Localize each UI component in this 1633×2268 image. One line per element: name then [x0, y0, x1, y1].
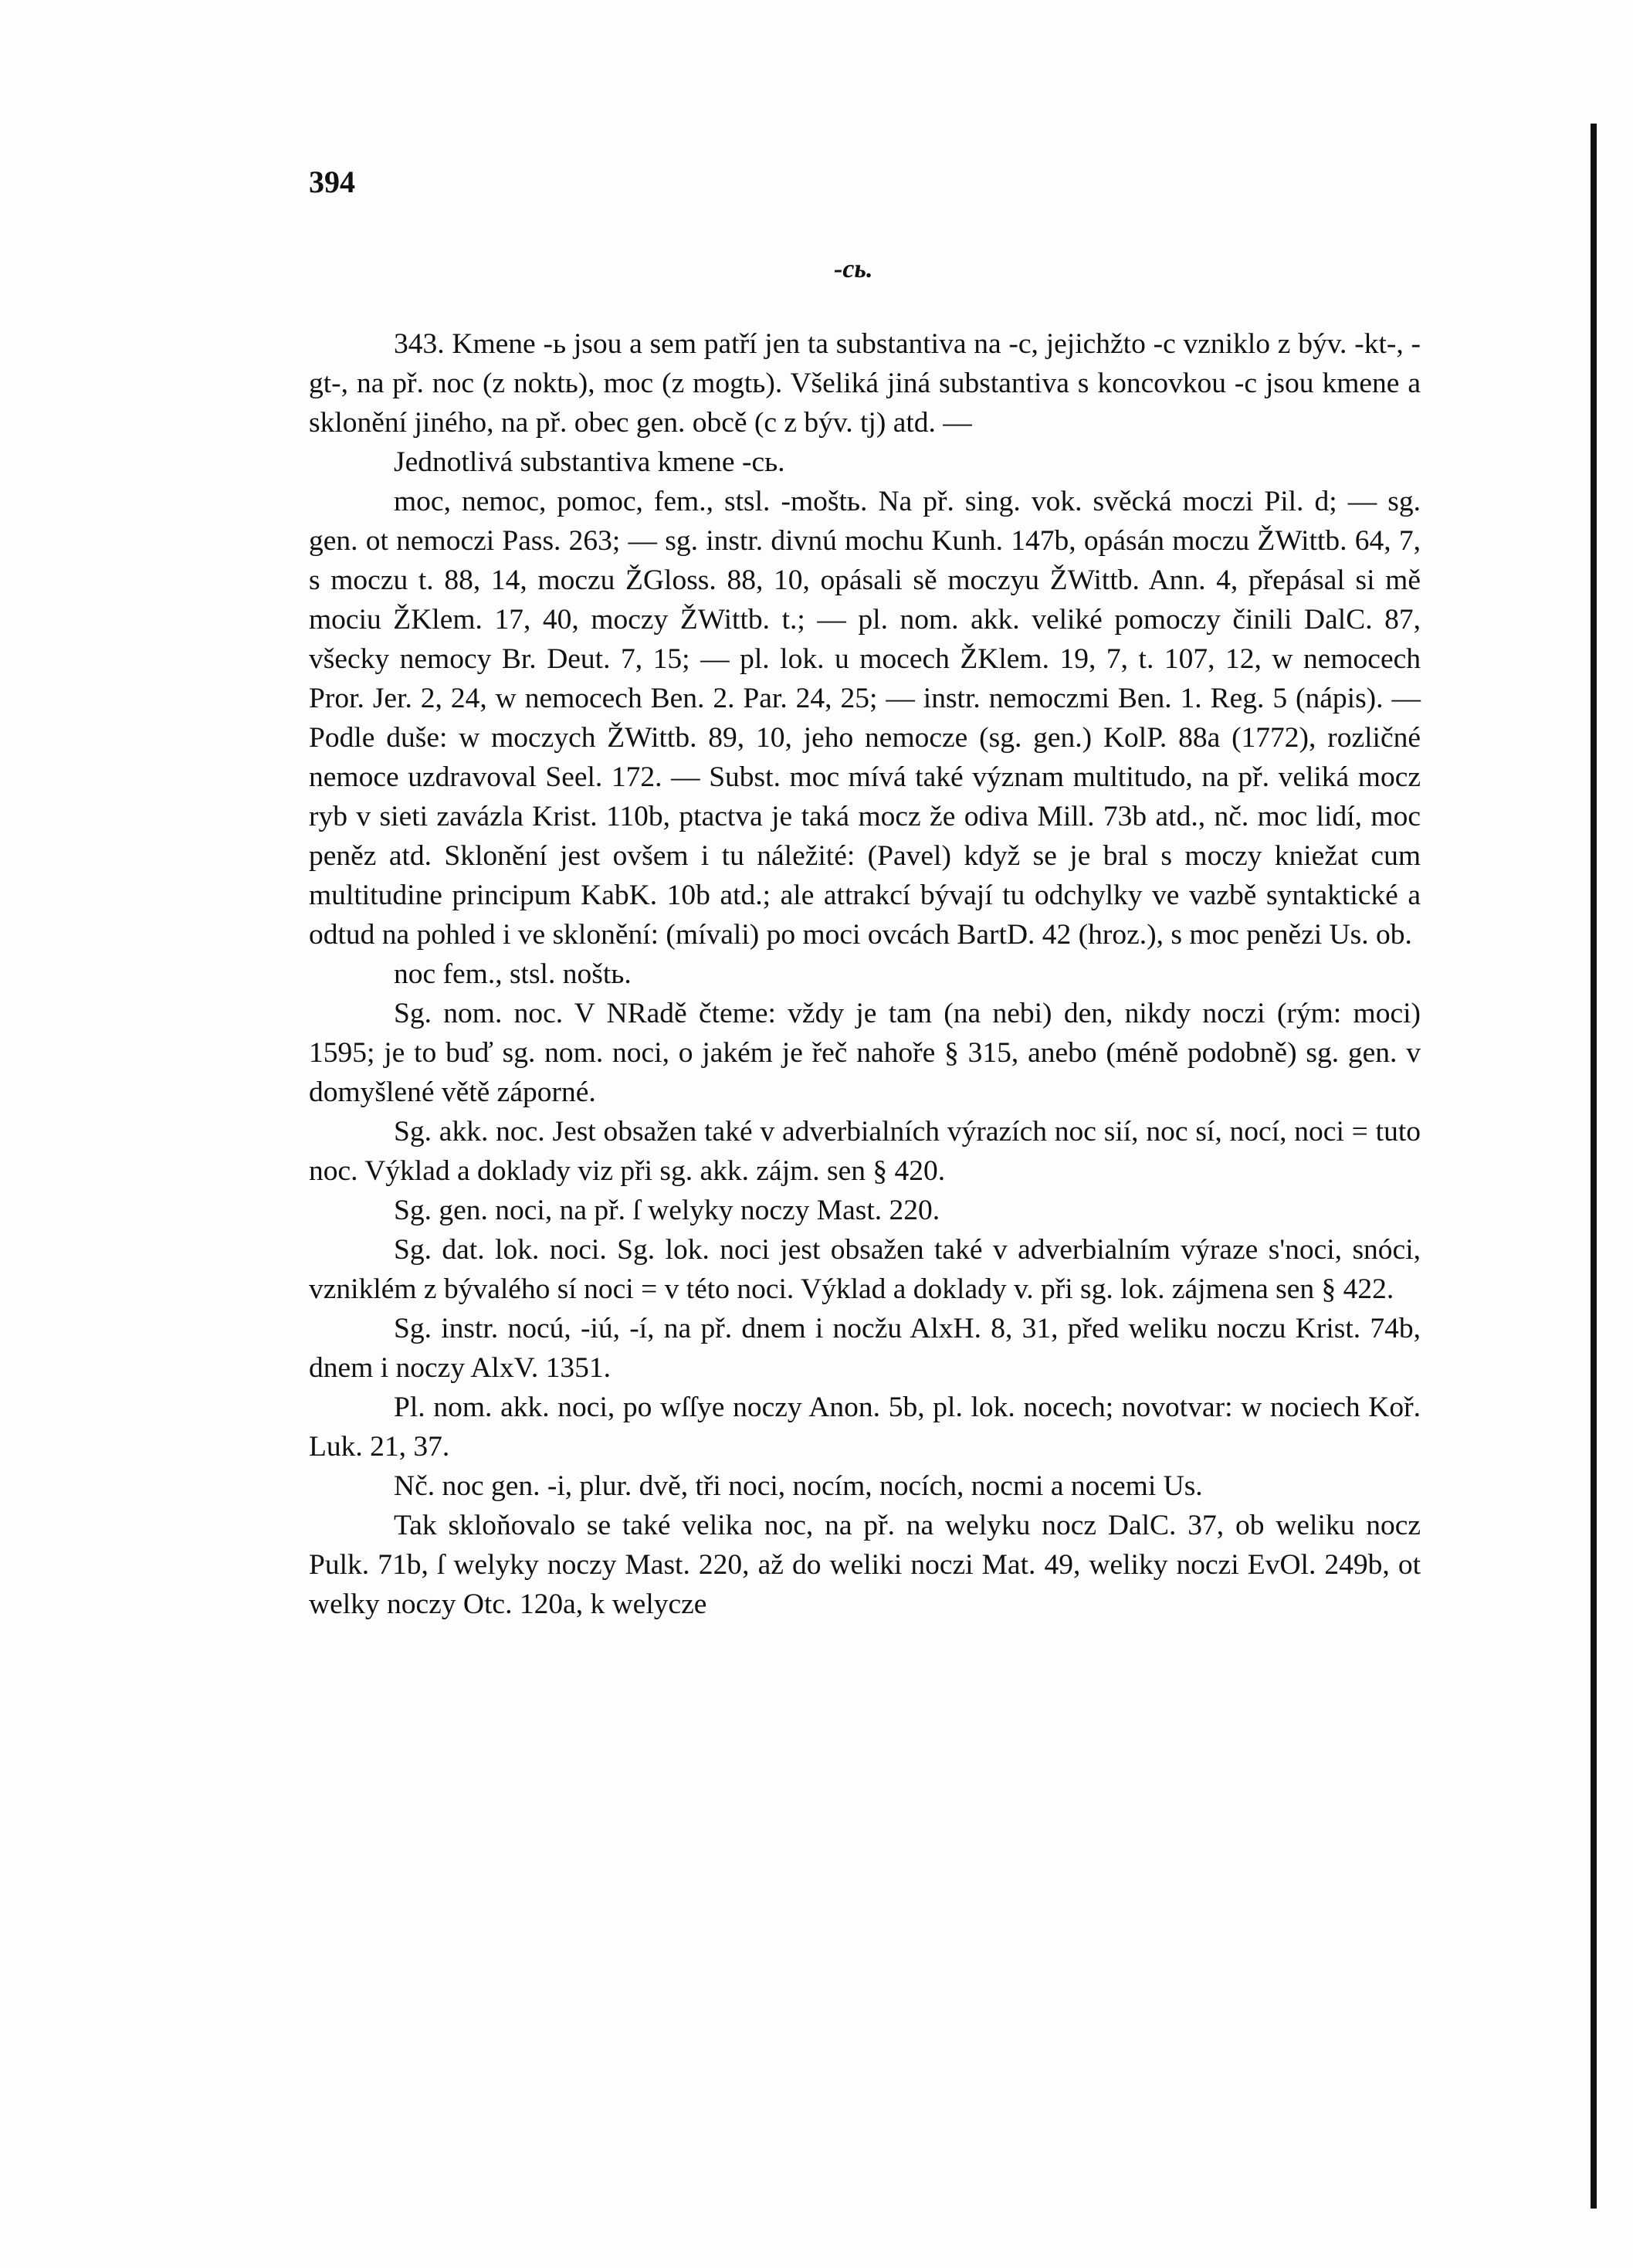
subheading-jednotliva: Jednotlivá substantiva kmene -cь. — [394, 446, 785, 478]
paragraph-sg-gen: Sg. gen. noci, na př. ſ welyky noczy Mast. 220. — [394, 1195, 940, 1226]
paragraph-343: 343. Kmene -ь jsou a sem patří jen ta substantiva na -c, jejichžto -c vzniklo z býv. -kt-, -gt-, na př. noc (z noktь), moc (z mogtь). Všeliká jiná substantiva s koncovkou -c jsou kmene a sklonění jiného, na př. obec gen. obcě (c z býv. tj) atd. — — [309, 328, 1421, 439]
paragraph-moc: moc, nemoc, pomoc, fem., stsl. -moštь. Na př. sing. vok. svěcká moczi Pil. d; — sg. gen. ot nemoczi Pass. 263; — sg. instr. divnú mochu Kunh. 147b, opásán moczu ŽWittb. 64, 7, s moczu t. 88, 14, moczu ŽGloss. 88, 10, opásali sě moczyu ŽWittb. Ann. 4, přepásal si mě mociu ŽKlem. 17, 40, moczy ŽWittb. t.; — pl. nom. akk. veliké pomoczy činili DalC. 87, všecky nemocy Br. Deut. 7, 15; — pl. lok. u mocech ŽKlem. 19, 7, t. 107, 12, w nemocech Pror. Jer. 2, 24, w nemocech Ben. 2. Par. 24, 25; — instr. nemoczmi Ben. 1. Reg. 5 (nápis). — Podle duše: w moczych ŽWittb. 89, 10, jeho nemocze (sg. gen.) KolP. 88a (1772), rozličné nemoce uzdravoval Seel. 172. — Subst. moc mívá také význam multitudo, na př. veliká mocz ryb v sieti zavázla Krist. 110b, ptactva je taká mocz že odiva Mill. 73b atd., nč. moc lidí, moc peněz atd. Sklonění jest ovšem i tu náležité: (Pavel) když se je bral s moczy kniežat cum multitudine principum KabK. 10b atd.; ale attrakcí bývají tu odchylky ve vazbě syntaktické a odtud na pohled i ve sklonění: (mívali) po moci ovcách BartD. 42 (hroz.), s moc penězi Us. ob. — [309, 486, 1421, 951]
paragraph-sg-nom: Sg. nom. noc. V NRadě čteme: vždy je tam (na nebi) den, nikdy noczi (rým: moci) 1595; je to buď sg. nom. noci, o jakém je řeč nahoře § 315, anebo (méně podobně) sg. gen. v domyšlené větě záporné. — [309, 998, 1421, 1108]
subheading-noc: noc fem., stsl. noštь. — [394, 958, 632, 990]
running-head: -cь. — [834, 255, 873, 283]
paragraph-nc-noc: Nč. noc gen. -i, plur. dvě, tři noci, nocím, nocích, nocmi a nocemi Us. — [394, 1470, 1203, 1502]
page-edge-shadow — [1591, 124, 1597, 2209]
page-number: 394 — [309, 164, 355, 199]
paragraph-pl-nom-akk: Pl. nom. akk. noci, po wſſye noczy Anon. 5b, pl. lok. nocech; novotvar: w nociech Koř. Luk. 21, 37. — [309, 1392, 1421, 1463]
paragraph-velika-noc: Tak skloňovalo se také velika noc, na př. na welyku nocz DalC. 37, ob weliku nocz Pulk. 71b, ſ welyky noczy Mast. 220, až do weliki noczi Mat. 49, weliky noczi EvOl. 249b, ot welky noczy Otc. 120a, k welycze — [309, 1510, 1421, 1620]
paragraph-sg-instr: Sg. instr. nocú, -iú, -í, na př. dnem i nocžu AlxH. 8, 31, před weliku noczu Krist. 74b, dnem i noczy AlxV. 1351. — [309, 1313, 1421, 1384]
paragraph-sg-akk: Sg. akk. noc. Jest obsažen také v adverbialních výrazích noc sií, noc sí, nocí, noci = tuto noc. Výklad a doklady viz při sg. akk. zájm. sen § 420. — [309, 1116, 1421, 1187]
paragraph-sg-dat-lok: Sg. dat. lok. noci. Sg. lok. noci jest obsažen také v adverbialním výraze s'noci, snóci, vzniklém z bývalého sí noci = v této noci. Výklad a doklady v. při sg. lok. zájmena sen § 422. — [309, 1234, 1421, 1305]
body-text — [309, 324, 1421, 1624]
